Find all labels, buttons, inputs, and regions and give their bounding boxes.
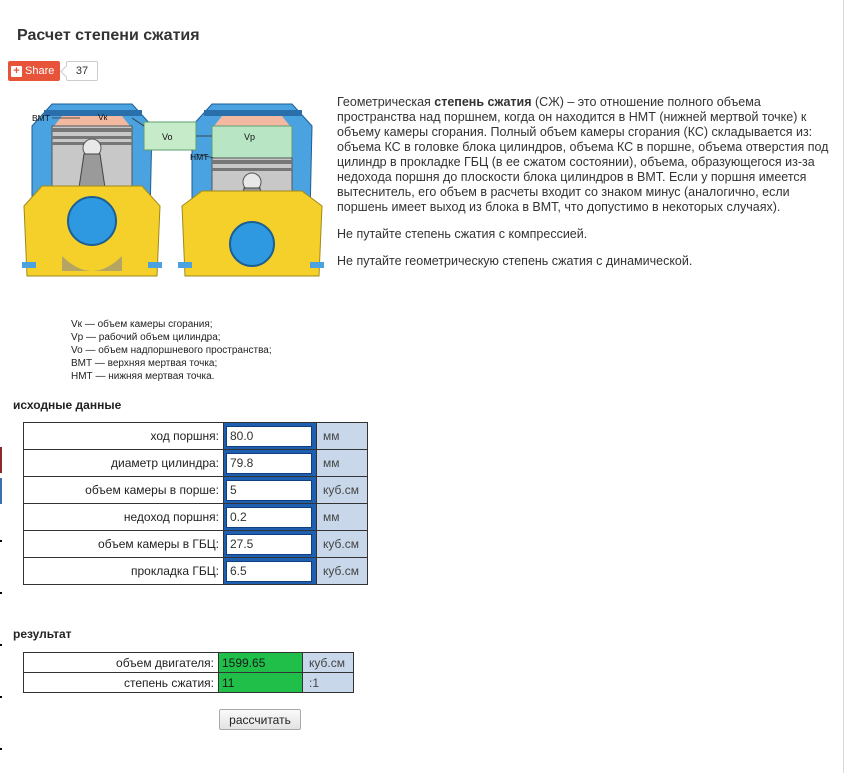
row-input-cell <box>224 504 317 531</box>
share-count: 37 <box>66 61 98 81</box>
row-input-cell <box>224 450 317 477</box>
row-unit: куб.см <box>317 477 368 504</box>
description-text: (СЖ) – это отношение полного объема пространства над поршнем, когда он находится в НМТ (нижней мертвой точке) к объему камеры сгорания. Полный объем камеры сгорания (КС) складывается из: объема КС в головке блока цилиндров, объема КС в поршне, объема отверстия под цилиндр в прокладке ГБЦ (в ее сжатом состоянии), объема, образующегося из-за недохода поршня до плоскости блока цилиндров в ВМТ. Если у поршня имеется вытеснитель, его объем в расчеты входит со знаком минус (аналогично, если поршень имеет выход из блока в ВМТ, что допустимо в некоторых случаях). <box>337 95 829 214</box>
result-label: степень сжатия: <box>24 673 219 693</box>
deck-clearance-input[interactable] <box>226 507 312 528</box>
table-row <box>24 504 368 531</box>
label-vo: Vo <box>162 132 173 142</box>
calculate-button[interactable]: рассчитать <box>219 709 301 730</box>
description-text: Геометрическая <box>337 95 435 109</box>
table-row <box>24 673 354 693</box>
table-row <box>24 653 354 673</box>
results-table <box>23 652 354 693</box>
stroke-input[interactable] <box>226 426 312 447</box>
compression-ratio-value: 11 <box>219 673 303 693</box>
legend-item: Vo — объем надпоршневого пространства; <box>71 345 272 356</box>
description-note: Не путайте степень сжатия с компрессией. <box>337 227 588 241</box>
description <box>337 95 837 281</box>
row-unit: куб.см <box>317 558 368 585</box>
legend-item: НМТ — нижняя мертвая точка. <box>71 371 215 382</box>
table-row <box>24 558 368 585</box>
piston-chamber-volume-input[interactable] <box>226 480 312 501</box>
result-label: объем двигателя: <box>24 653 219 673</box>
share-button[interactable] <box>8 61 60 81</box>
table-row <box>24 531 368 558</box>
row-input-cell <box>224 423 317 450</box>
row-label: диаметр цилиндра: <box>24 450 224 477</box>
head-chamber-volume-input[interactable] <box>226 534 312 555</box>
legend-item: Vк — объем камеры сгорания; <box>71 319 213 330</box>
row-label: объем камеры в порше: <box>24 477 224 504</box>
engine-displacement-value: 1599.65 <box>219 653 303 673</box>
row-unit: мм <box>317 423 368 450</box>
row-input-cell <box>224 477 317 504</box>
engine-right <box>178 104 324 276</box>
page-title: Расчет степени сжатия <box>17 27 200 44</box>
label-vp: Vp <box>244 132 256 142</box>
description-note: Не путайте геометрическую степень сжатия с динамической. <box>337 254 693 268</box>
row-label: недоход поршня: <box>24 504 224 531</box>
row-label: прокладка ГБЦ: <box>24 558 224 585</box>
results-section-title: результат <box>13 627 72 641</box>
inputs-table <box>23 422 368 585</box>
label-vmt: ВМТ <box>32 113 50 123</box>
engine-diagram <box>22 96 326 306</box>
result-unit: :1 <box>303 673 354 693</box>
label-nmt: НМТ <box>190 152 209 162</box>
row-unit: мм <box>317 450 368 477</box>
table-row <box>24 450 368 477</box>
description-bold-term: степень сжатия <box>434 95 532 109</box>
page-edge-dots <box>0 540 2 770</box>
page-edge-marker-red <box>0 447 2 473</box>
result-unit: куб.см <box>303 653 354 673</box>
label-vk: Vк <box>98 112 108 122</box>
plus-icon: + <box>11 66 22 77</box>
legend-item: Vр — рабочий объем цилиндра; <box>71 332 221 343</box>
row-label: ход поршня: <box>24 423 224 450</box>
table-row <box>24 423 368 450</box>
inputs-section-title: исходные данные <box>13 398 122 412</box>
row-unit: мм <box>317 504 368 531</box>
row-label: объем камеры в ГБЦ: <box>24 531 224 558</box>
diagram-legend <box>71 318 272 383</box>
row-input-cell <box>224 531 317 558</box>
gasket-volume-input[interactable] <box>226 561 312 582</box>
engine-left <box>22 104 162 276</box>
row-unit: куб.см <box>317 531 368 558</box>
row-input-cell <box>224 558 317 585</box>
legend-item: ВМТ — верхняя мертвая точка; <box>71 358 218 369</box>
page-edge-marker-blue <box>0 478 2 504</box>
table-row <box>24 477 368 504</box>
share-label: Share <box>25 65 55 77</box>
bore-input[interactable] <box>226 453 312 474</box>
description-paragraph <box>337 95 837 215</box>
